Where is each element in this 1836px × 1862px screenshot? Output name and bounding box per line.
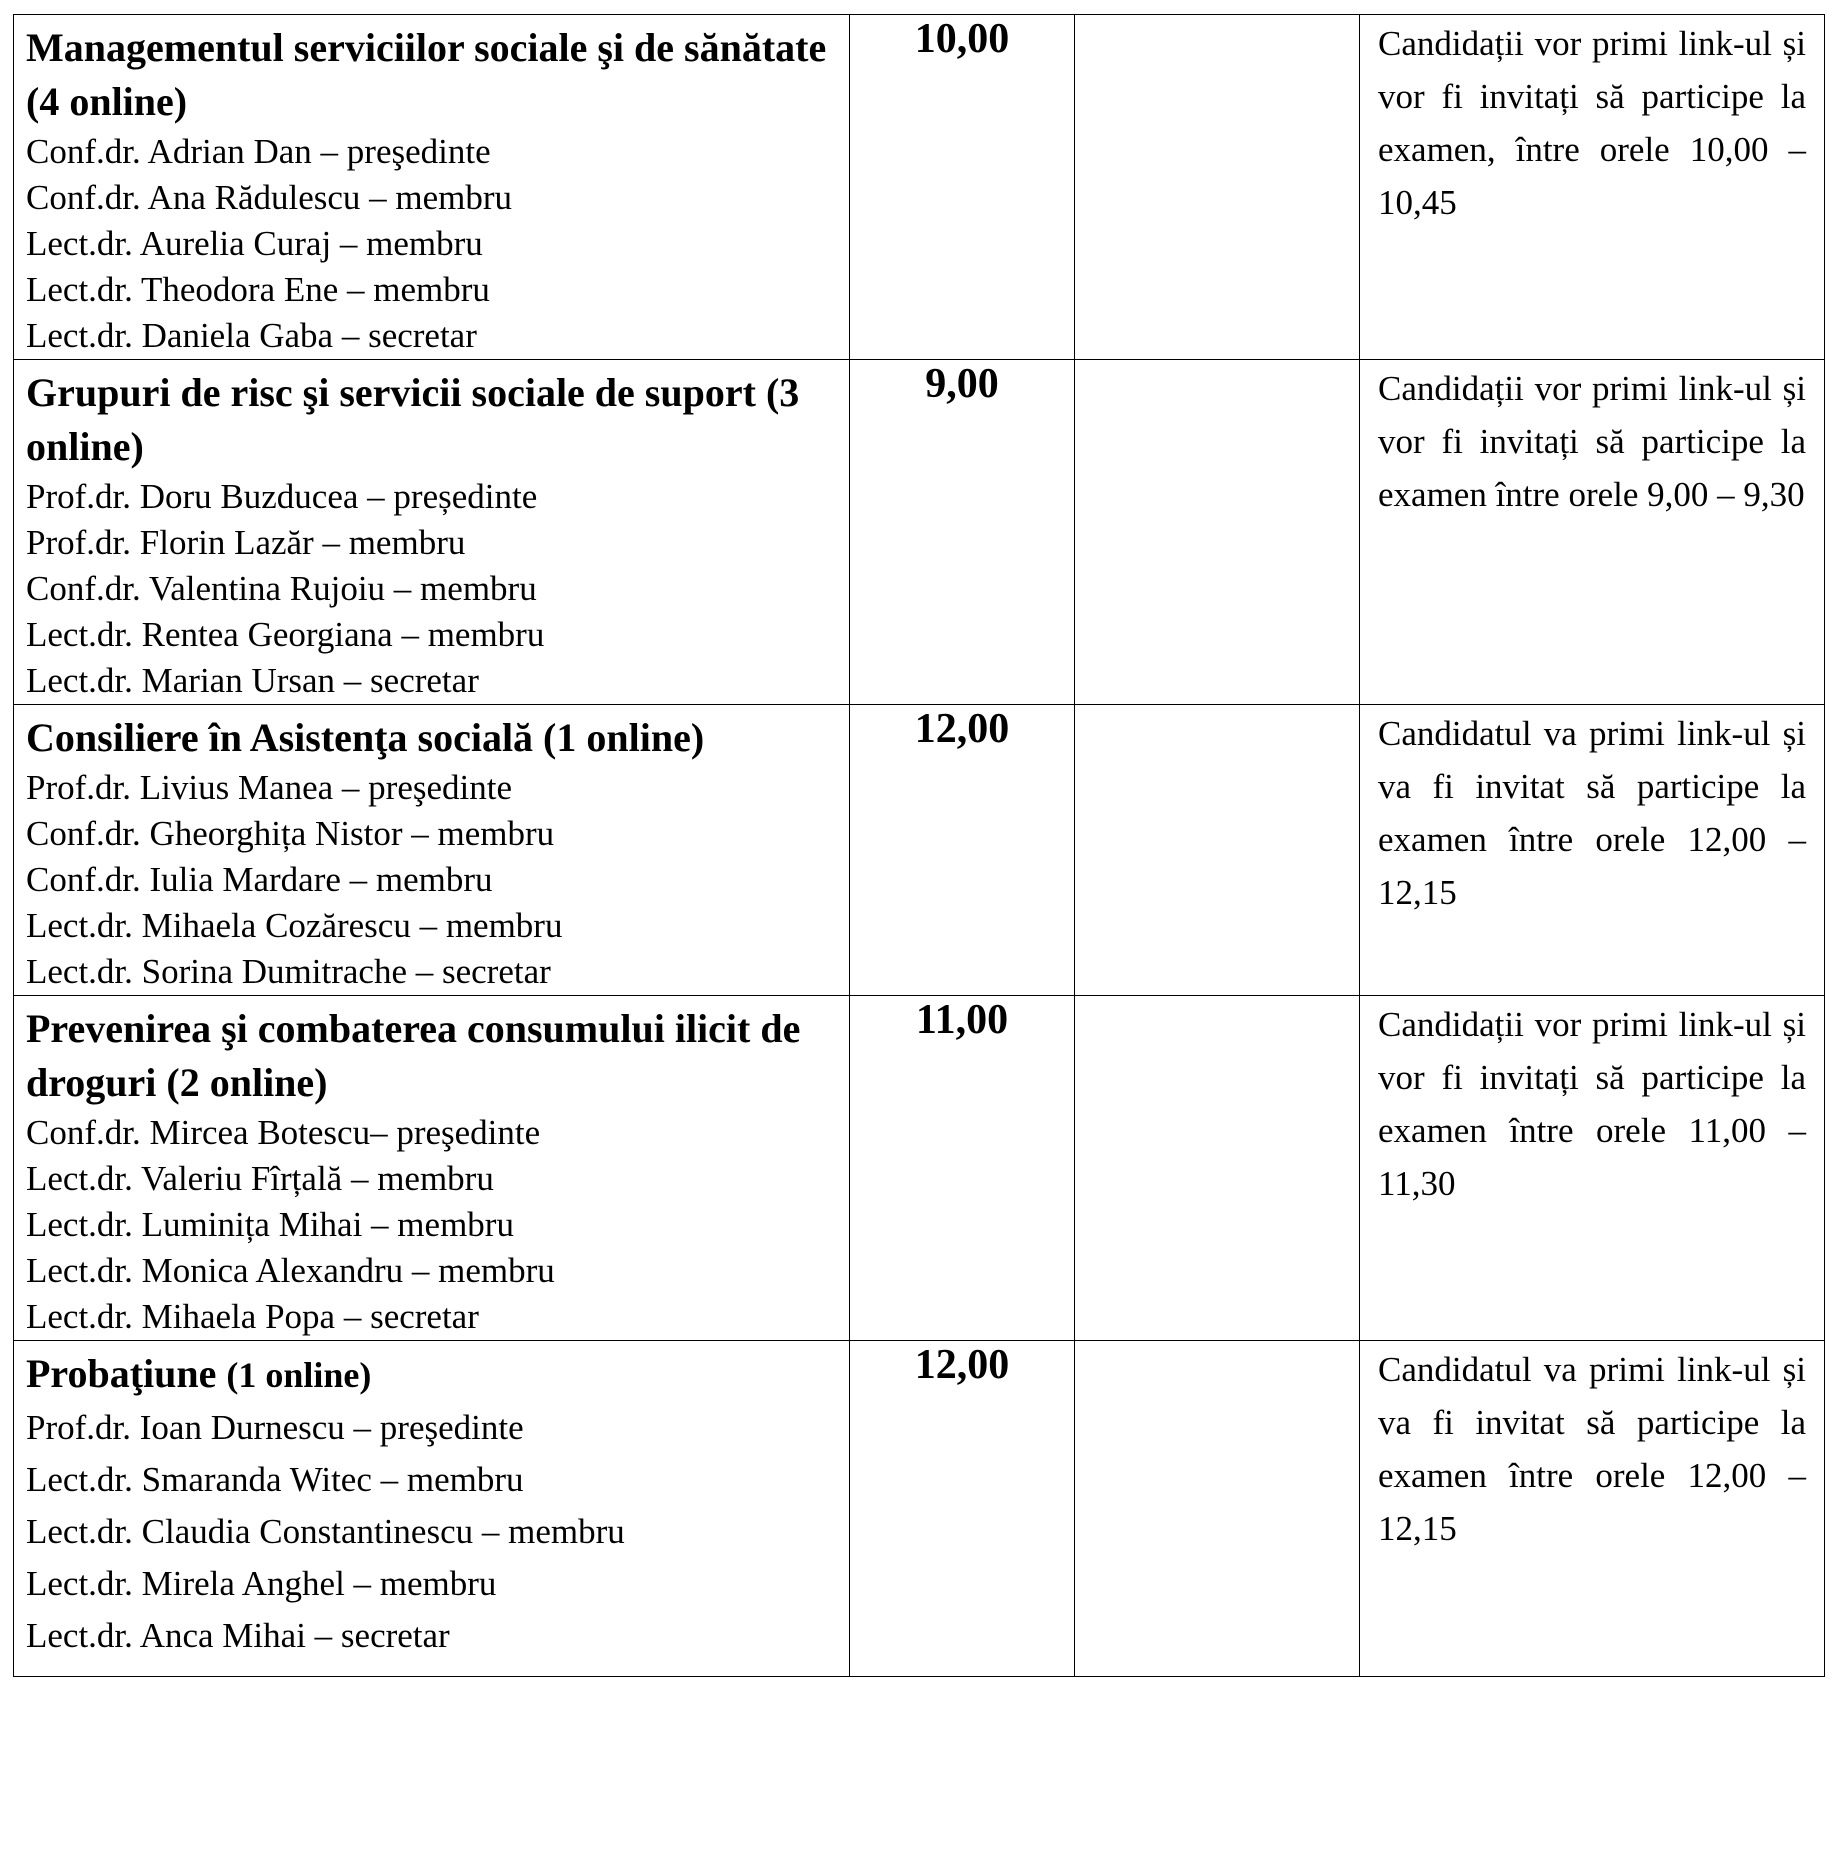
table-row bbox=[14, 360, 1825, 705]
exam-note: Candidații vor primi link-ul și vor fi invitați să participe la examen între orele 9,00 – 9,30 bbox=[1378, 369, 1806, 514]
note-cell bbox=[1360, 996, 1825, 1341]
empty-cell bbox=[1075, 705, 1360, 996]
table-row bbox=[14, 1341, 1825, 1677]
committee-member: Prof.dr. Florin Lazăr – membru bbox=[26, 523, 466, 562]
committee-title: Managementul serviciilor sociale şi de sănătate (4 online) bbox=[26, 25, 827, 124]
empty-cell bbox=[1075, 996, 1360, 1341]
committee-member: Conf.dr. Ana Rădulescu – membru bbox=[26, 178, 513, 217]
exam-time: 11,00 bbox=[915, 997, 1009, 1043]
time-cell bbox=[850, 1341, 1075, 1677]
committee-member: Lect.dr. Luminița Mihai – membru bbox=[26, 1205, 514, 1244]
empty-cell bbox=[1075, 1341, 1360, 1677]
committee-title-note: (1 online) bbox=[226, 1355, 372, 1395]
exam-note: Candidatul va primi link-ul și va fi invitat să participe la examen între orele 12,00 – 12,15 bbox=[1378, 714, 1806, 912]
committee-cell bbox=[14, 360, 850, 705]
committee-member: Lect.dr. Mihaela Popa – secretar bbox=[26, 1297, 479, 1336]
time-cell bbox=[850, 996, 1075, 1341]
exam-time: 12,00 bbox=[914, 1342, 1010, 1388]
committee-member: Lect.dr. Smaranda Witec – membru bbox=[26, 1460, 524, 1499]
committee-member: Prof.dr. Livius Manea – preşedinte bbox=[26, 768, 513, 807]
committee-title: Prevenirea şi combaterea consumului ilicit de droguri (2 online) bbox=[26, 1006, 801, 1105]
time-cell bbox=[850, 705, 1075, 996]
committee-cell bbox=[14, 15, 850, 360]
committee-member: Lect.dr. Aurelia Curaj – membru bbox=[26, 224, 483, 263]
exam-note: Candidații vor primi link-ul și vor fi invitați să participe la examen între orele 11,00 –11,30 bbox=[1378, 1005, 1806, 1203]
committee-member: Conf.dr. Adrian Dan – preşedinte bbox=[26, 132, 491, 171]
committee-member: Lect.dr. Monica Alexandru – membru bbox=[26, 1251, 555, 1290]
committee-member: Lect.dr. Mirela Anghel – membru bbox=[26, 1564, 497, 1603]
table-row bbox=[14, 705, 1825, 996]
note-cell bbox=[1360, 1341, 1825, 1677]
empty-cell bbox=[1075, 15, 1360, 360]
committee-member: Lect.dr. Claudia Constantinescu – membru bbox=[26, 1512, 625, 1551]
exam-note: Candidatul va primi link-ul și va fi invitat să participe la examen între orele 12,00 – 12,15 bbox=[1378, 1350, 1806, 1548]
committee-member: Prof.dr. Ioan Durnescu – preşedinte bbox=[26, 1408, 524, 1447]
committee-title-name: Probaţiune bbox=[26, 1351, 217, 1396]
committee-member: Lect.dr. Marian Ursan – secretar bbox=[26, 661, 479, 700]
committee-member: Lect.dr. Anca Mihai – secretar bbox=[26, 1616, 450, 1655]
note-cell bbox=[1360, 15, 1825, 360]
table-row bbox=[14, 996, 1825, 1341]
committee-cell bbox=[14, 996, 850, 1341]
time-cell bbox=[850, 15, 1075, 360]
committee-member: Prof.dr. Doru Buzducea – președinte bbox=[26, 477, 538, 516]
exam-time: 12,00 bbox=[914, 706, 1010, 752]
committee-member: Lect.dr. Mihaela Cozărescu – membru bbox=[26, 906, 563, 945]
committee-title: Grupuri de risc şi servicii sociale de suport (3 online) bbox=[26, 370, 800, 469]
exam-note: Candidații vor primi link-ul și vor fi invitați să participe la examen, între orele 10,00 – 10,45 bbox=[1378, 24, 1806, 222]
empty-cell bbox=[1075, 360, 1360, 705]
committee-member: Conf.dr. Gheorghița Nistor – membru bbox=[26, 814, 555, 853]
committee-member: Lect.dr. Rentea Georgiana – membru bbox=[26, 615, 545, 654]
committee-title: Consiliere în Asistenţa socială (1 online) bbox=[26, 715, 705, 760]
committee-member: Lect.dr. Sorina Dumitrache – secretar bbox=[26, 952, 551, 991]
committee-cell bbox=[14, 1341, 850, 1677]
committee-cell bbox=[14, 705, 850, 996]
exam-schedule-table bbox=[13, 14, 1825, 1677]
exam-time: 10,00 bbox=[914, 16, 1010, 62]
note-cell bbox=[1360, 360, 1825, 705]
committee-title bbox=[26, 1347, 837, 1402]
time-cell bbox=[850, 360, 1075, 705]
committee-member: Conf.dr. Valentina Rujoiu – membru bbox=[26, 569, 537, 608]
committee-member: Conf.dr. Iulia Mardare – membru bbox=[26, 860, 493, 899]
table-row bbox=[14, 15, 1825, 360]
note-cell bbox=[1360, 705, 1825, 996]
exam-time: 9,00 bbox=[925, 361, 999, 407]
committee-member: Lect.dr. Valeriu Fîrțală – membru bbox=[26, 1159, 494, 1198]
committee-member: Lect.dr. Daniela Gaba – secretar bbox=[26, 316, 477, 355]
committee-member: Lect.dr. Theodora Ene – membru bbox=[26, 270, 490, 309]
committee-member: Conf.dr. Mircea Botescu– preşedinte bbox=[26, 1113, 541, 1152]
